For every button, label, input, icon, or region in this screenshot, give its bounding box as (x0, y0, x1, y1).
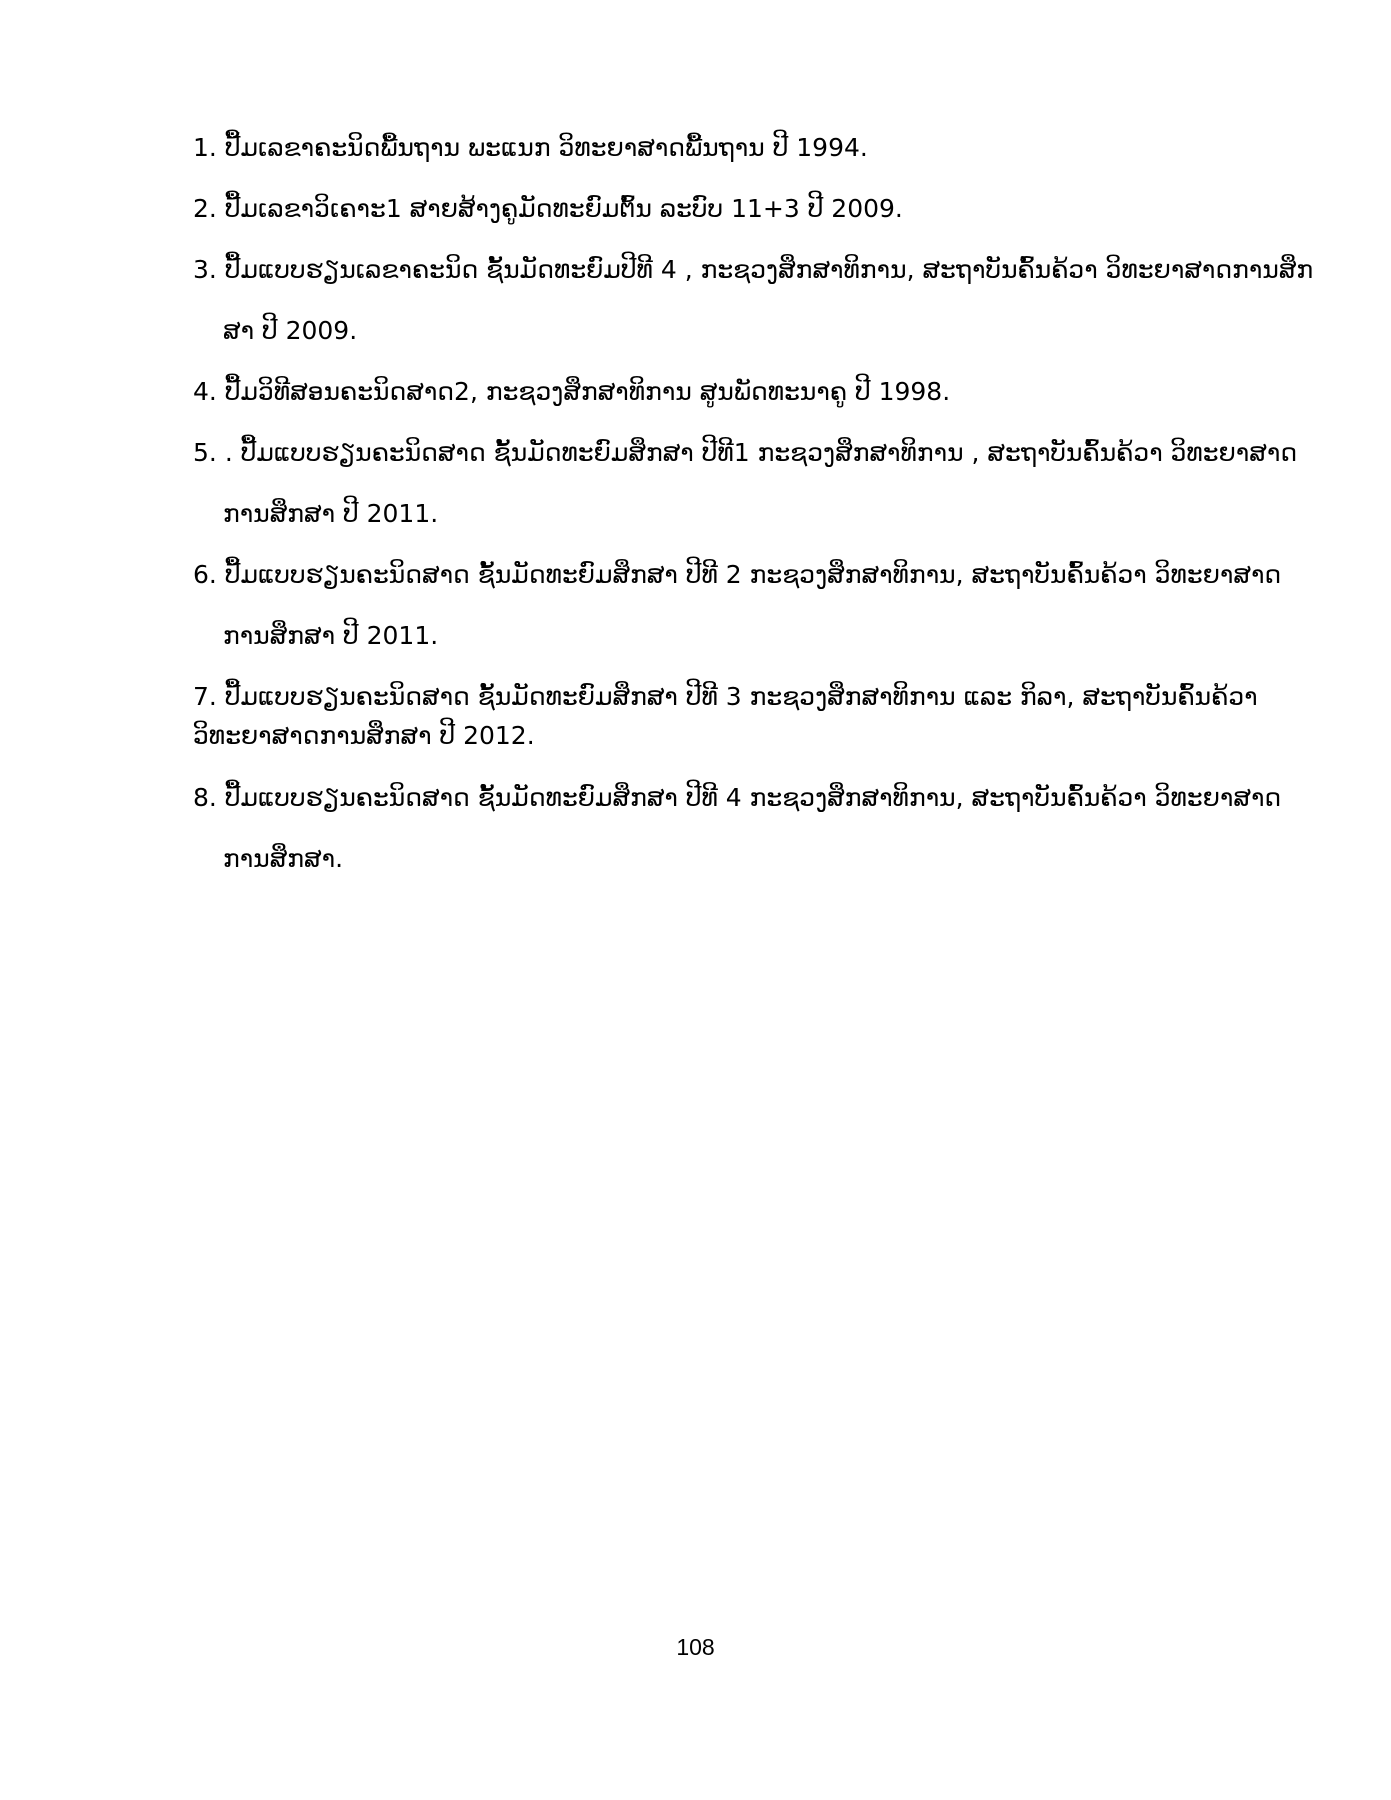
page-number: 108 (676, 1634, 715, 1660)
reference-number: 6. (193, 560, 217, 589)
reference-item-7-continuation: ວິທະຍາສາດການສຶກສາ ປີ 2012. (193, 721, 535, 750)
reference-item-3-continuation: ສາ ປີ 2009. (223, 316, 358, 345)
reference-text: ປື້ມແບບຮຽນຄະນິດສາດ ຊັ້ນມັດທະຍົມສຶກສາ ປີທີ 2 ກະຊວງສຶກສາທິການ, ສະຖາບັນຄົ້ນຄ້ວາ ວິທະຍາສາດ (224, 560, 1282, 589)
reference-number: 1. (193, 133, 217, 162)
reference-item-7 (193, 681, 1258, 713)
reference-text: ປື້ມແບບຮຽນເລຂາຄະນິດ ຊັ້ນມັດທະຍົມປີທີ 4 , ກະຊວງສຶກສາທິການ, ສະຖາບັນຄົ້ນຄ້ວາ ວິທະຍາສາດການສຶກ (224, 255, 1314, 284)
reference-number: 4. (193, 377, 217, 406)
reference-text: ປື້ມເລຂາວິເຄາະ1 ສາຍສ້າງຄູມັດທະຍົມຕົ້ນ ລະບົບ 11+3 ປີ 2009. (224, 194, 903, 223)
reference-text: . ປື້ມແບບຮຽນຄະນິດສາດ ຊັ້ນມັດທະຍົມສຶກສາ ປີທີ1 ກະຊວງສຶກສາທິການ , ສະຖາບັນຄົ້ນຄ້ວາ ວິທະຍາສາດ (224, 438, 1298, 467)
reference-number: 5. (193, 438, 217, 467)
reference-item-6-continuation: ການສຶກສາ ປີ 2011. (223, 621, 439, 650)
reference-number: 3. (193, 255, 217, 284)
reference-item-5-continuation: ການສຶກສາ ປີ 2011. (223, 499, 439, 528)
reference-item-8-continuation: ການສຶກສາ. (223, 844, 344, 873)
reference-item-4 (193, 376, 950, 408)
reference-number: 8. (193, 783, 217, 812)
reference-item-5 (193, 437, 1297, 469)
reference-text: ປື້ມແບບຮຽນຄະນິດສາດ ຊັ້ນມັດທະຍົມສຶກສາ ປີທີ 3 ກະຊວງສຶກສາທິການ ແລະ ກິລາ, ສະຖາບັນຄົ້ນຄ້ວາ (224, 682, 1258, 711)
reference-item-3 (193, 254, 1313, 286)
reference-text: ປື້ມວິທີສອນຄະນິດສາດ2, ກະຊວງສຶກສາທິການ ສູນພັດທະນາຄູ ປີ 1998. (224, 377, 951, 406)
reference-text: ປື້ມເລຂາຄະນິດພື້ນຖານ ພະແນກ ວິທະຍາສາດພື້ນຖານ ປີ 1994. (224, 133, 868, 162)
reference-item-8 (193, 782, 1281, 814)
reference-item-6 (193, 559, 1281, 591)
reference-number: 7. (193, 682, 217, 711)
reference-item-2 (193, 193, 903, 225)
reference-number: 2. (193, 194, 217, 223)
reference-text: ປື້ມແບບຮຽນຄະນິດສາດ ຊັ້ນມັດທະຍົມສຶກສາ ປີທີ 4 ກະຊວງສຶກສາທິການ, ສະຖາບັນຄົ້ນຄ້ວາ ວິທະຍາສາດ (224, 783, 1282, 812)
reference-item-1 (193, 132, 868, 164)
